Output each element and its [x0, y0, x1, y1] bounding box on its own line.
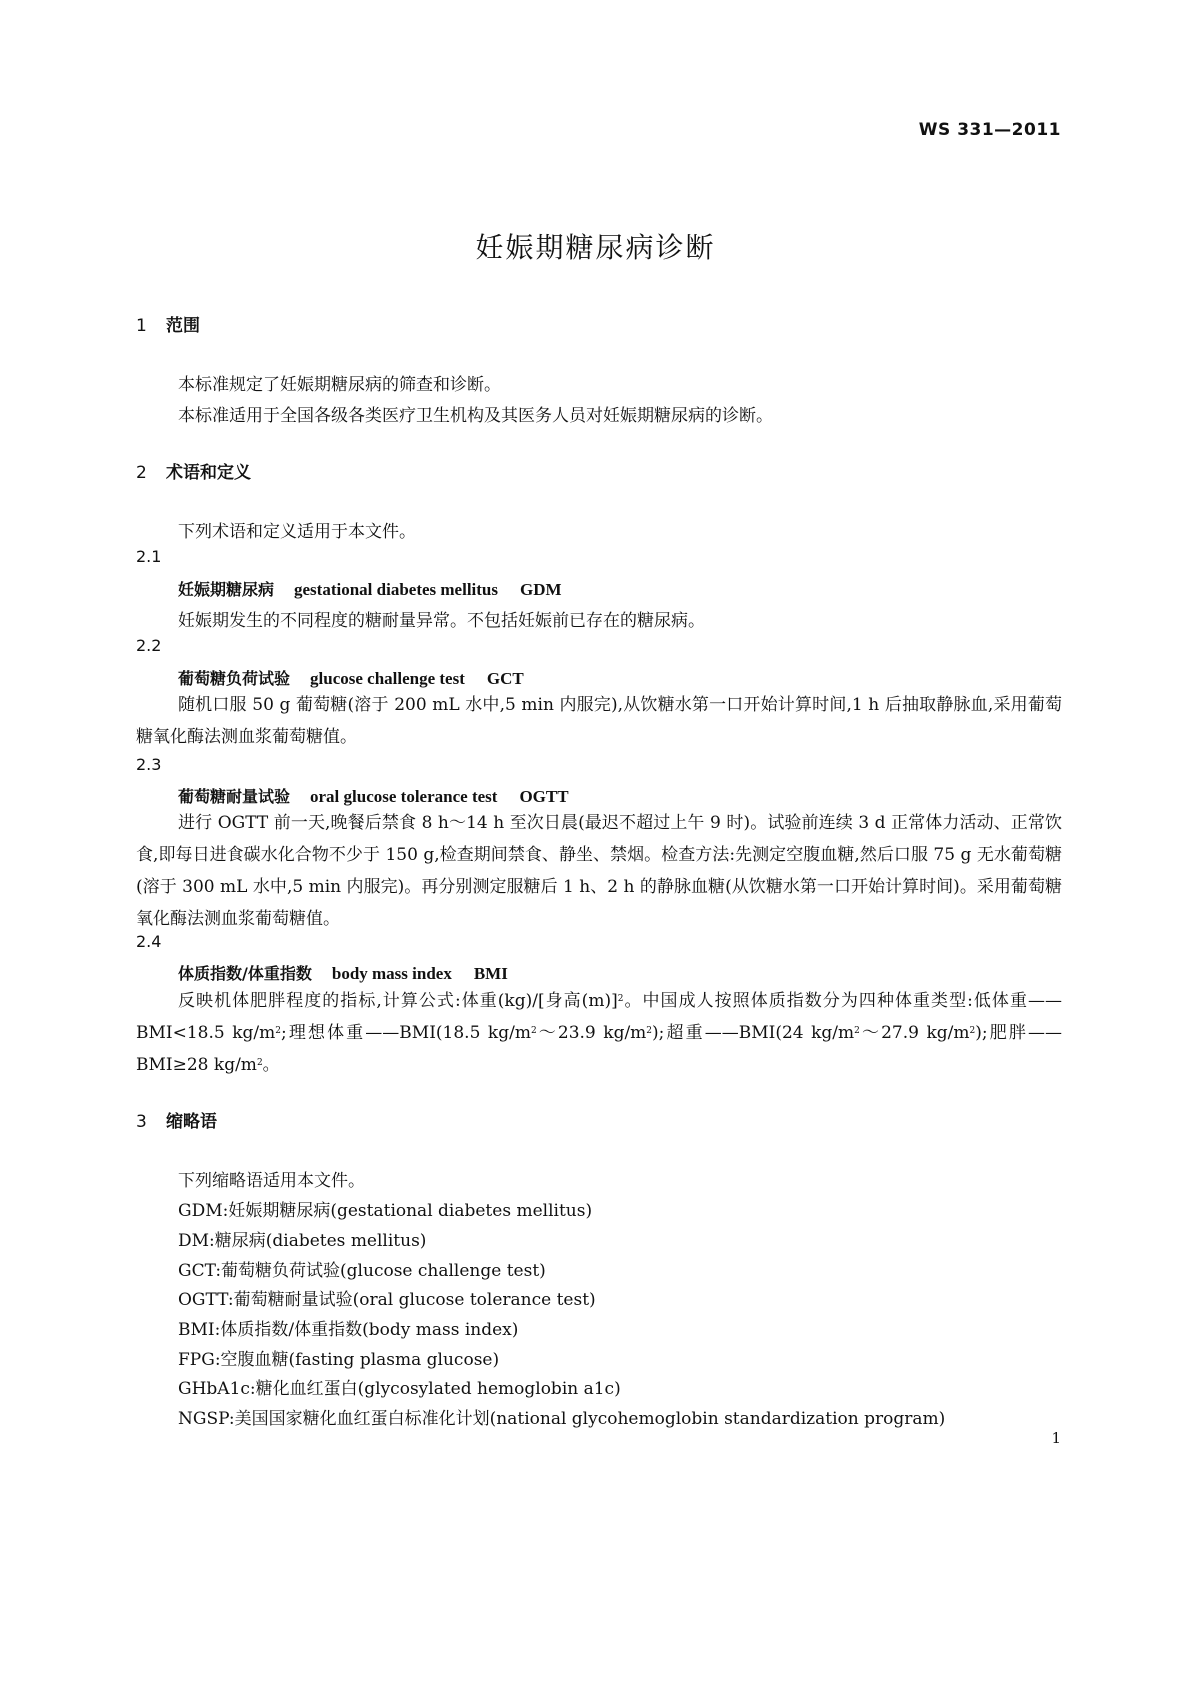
- abbreviation-item: DM:糖尿病(diabetes mellitus): [178, 1231, 427, 1251]
- superscript: 2: [969, 1026, 976, 1036]
- section-title: 术语和定义: [166, 463, 251, 483]
- section-number: 2: [136, 463, 147, 483]
- term-definition: 进行 OGTT 前一天,晚餐后禁食 8 h～14 h 至次日晨(最迟不超过上午 9 时)。试验前连续 3 d 正常体力活动、正常饮食,即每日进食碳水化合物不少于 150 g,检查期间禁食、静坐、禁烟。检查方法:先测定空腹血糖,然后口服 75 g 无水葡萄糖(溶于 300 mL 水中,5 min 内服完)。再分别测定服糖后 1 h、2 h 的静脉血糖(从饮糖水第一口开始计算时间)。采用葡萄糖氧化酶法测血浆葡萄糖值。: [136, 813, 1062, 929]
- term-en: glucose challenge test: [310, 669, 465, 688]
- abbreviation-item: GCT:葡萄糖负荷试验(glucose challenge test): [178, 1261, 546, 1281]
- term-heading: [178, 784, 569, 807]
- section-heading-scope: [136, 311, 200, 336]
- superscript: 2: [256, 1058, 263, 1068]
- section-heading-terms: [136, 458, 251, 483]
- definition-text: 。中国成人按照体质指数分为四种体重类型:低体重——BMI<18.5 kg/m: [136, 991, 1062, 1043]
- section-heading-abbreviations: [136, 1107, 217, 1132]
- term-number: 2.1: [136, 547, 162, 566]
- definition-text: 反映机体肥胖程度的指标,计算公式:体重(kg)/[身高(m)]: [178, 991, 618, 1011]
- term-en: oral glucose tolerance test: [310, 787, 498, 806]
- term-definition: 随机口服 50 g 葡萄糖(溶于 200 mL 水中,5 min 内服完),从饮糖水第一口开始计算时间,1 h 后抽取静脉血,采用葡萄糖氧化酶法测血浆葡萄糖值。: [136, 695, 1062, 747]
- definition-text: );肥胖——BMI≥28 kg/m: [136, 1023, 1062, 1075]
- term-en: body mass index: [331, 964, 452, 983]
- term-number: 2.2: [136, 636, 162, 655]
- term-abbr: GCT: [486, 669, 524, 688]
- section-number: 1: [136, 316, 147, 336]
- page-title: 妊娠期糖尿病诊断: [475, 231, 716, 264]
- term-zh: 葡萄糖负荷试验: [178, 669, 291, 688]
- definition-text: ～27.9 kg/m: [859, 1023, 970, 1043]
- section-title: 范围: [166, 316, 200, 336]
- term-heading: [178, 961, 508, 984]
- superscript: 2: [275, 1026, 281, 1036]
- section-number: 3: [136, 1112, 147, 1132]
- scope-paragraph: 本标准规定了妊娠期糖尿病的筛查和诊断。: [178, 375, 501, 395]
- superscript: 2: [530, 1026, 537, 1036]
- abbreviation-item: NGSP:美国国家糖化血红蛋白标准化计划(national glycohemoglobin standardization program): [178, 1409, 946, 1429]
- standard-code: WS 331—2011: [918, 120, 1061, 140]
- superscript: 2: [646, 1026, 653, 1036]
- term-zh: 葡萄糖耐量试验: [178, 787, 291, 806]
- term-zh: 妊娠期糖尿病: [178, 580, 275, 599]
- terms-intro: 下列术语和定义适用于本文件。: [178, 522, 416, 542]
- page-number: 1: [1051, 1429, 1061, 1447]
- definition-text: 。: [262, 1055, 280, 1075]
- abbreviation-item: GHbA1c:糖化血红蛋白(glycosylated hemoglobin a1c): [178, 1379, 621, 1399]
- definition-text: );超重——BMI(24 kg/m: [652, 1023, 855, 1043]
- superscript: 2: [854, 1026, 860, 1036]
- term-abbr: OGTT: [519, 787, 569, 806]
- term-heading: [178, 666, 524, 689]
- superscript: 2: [617, 994, 624, 1004]
- abbreviation-item: OGTT:葡萄糖耐量试验(oral glucose tolerance test): [178, 1290, 596, 1310]
- section-title: 缩略语: [166, 1112, 217, 1132]
- term-number: 2.3: [136, 755, 162, 774]
- term-zh: 体质指数/体重指数: [178, 964, 312, 983]
- term-heading: [178, 577, 562, 600]
- term-definition: 妊娠期发生的不同程度的糖耐量异常。不包括妊娠前已存在的糖尿病。: [178, 611, 705, 631]
- term-number: 2.4: [136, 932, 162, 951]
- abbreviation-item: FPG:空腹血糖(fasting plasma glucose): [178, 1350, 500, 1370]
- term-en: gestational diabetes mellitus: [294, 580, 499, 599]
- abbreviation-item: BMI:体质指数/体重指数(body mass index): [178, 1320, 519, 1340]
- term-abbr: BMI: [473, 964, 508, 983]
- term-abbr: GDM: [520, 580, 562, 599]
- abbreviations-intro: 下列缩略语适用本文件。: [178, 1171, 365, 1191]
- definition-text: ～23.9 kg/m: [536, 1023, 647, 1043]
- scope-paragraph: 本标准适用于全国各级各类医疗卫生机构及其医务人员对妊娠期糖尿病的诊断。: [178, 406, 773, 426]
- term-definition: [136, 985, 1062, 1081]
- abbreviation-item: GDM:妊娠期糖尿病(gestational diabetes mellitus): [178, 1201, 593, 1221]
- definition-text: ;理想体重——BMI(18.5 kg/m: [281, 1023, 531, 1043]
